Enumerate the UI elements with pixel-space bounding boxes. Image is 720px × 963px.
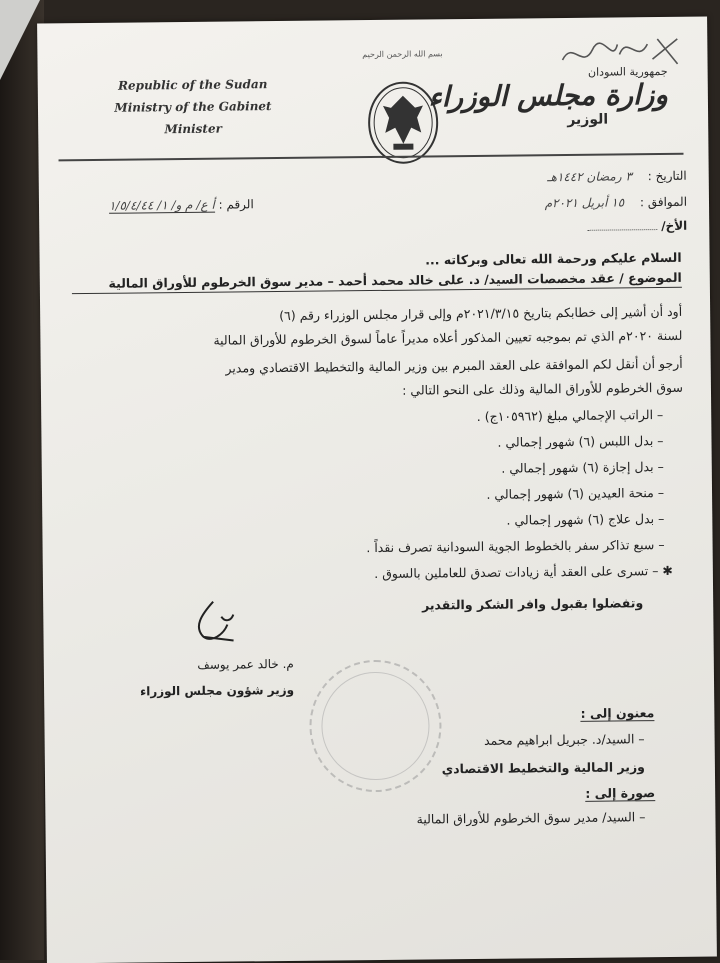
list-item: – بدل إجازة (٦) شهور إجمالي . — [501, 458, 664, 476]
attention-label: معنون إلى : — [580, 705, 655, 721]
addressee-label: الأخ/ — [661, 218, 688, 234]
paragraph-2-line-1: أرجو أن أنقل لكم الموافقة على العقد المبرم بين وزير المالية والتخطيط الاقتصادي ومدير — [225, 355, 683, 376]
reference-number: أ ع/ م و/ ١/ ١/٥/٤/٤٤ — [108, 197, 215, 213]
arabic-republic: جمهورية السودان — [587, 64, 668, 79]
arabic-minister: الوزير — [567, 111, 609, 128]
english-republic: Republic of the Sudan — [117, 77, 268, 93]
list-item: ✱ – تسرى على العقد أية زيادات تصدق للعاملين بالسوق . — [374, 562, 673, 582]
equiv-label: الموافق : — [639, 194, 688, 210]
english-letterhead — [108, 73, 279, 141]
letter-page — [37, 17, 717, 963]
list-item: – بدل علاج (٦) شهور إجمالي . — [506, 510, 665, 528]
list-item: – منحة العيدين (٦) شهور إجمالي . — [486, 484, 665, 502]
list-item: – بدل اللبس (٦) شهور إجمالي . — [497, 432, 664, 450]
paragraph-1-line-2: لسنة ٢٠٢٠م الذي تم بموجبه تعيين المذكور أعلاه مديراً عاماً لسوق الخرطوم للأوراق المالية — [213, 327, 683, 348]
emblem-caption: بسم الله الرحمن الرحيم — [362, 49, 443, 60]
faint-official-stamp — [309, 659, 442, 792]
paragraph-2-line-2: سوق الخرطوم للأوراق المالية وذلك على النحو التالي : — [402, 379, 684, 398]
addressee-row — [587, 219, 687, 234]
signatory-name: م. خالد عمر يوسف — [197, 656, 294, 672]
date-label: التاريخ : — [647, 168, 687, 184]
attention-title: وزير المالية والتخطيط الاقتصادي — [441, 759, 645, 777]
closing-line: وتفضلوا بقبول وافر الشكر والتقدير — [421, 595, 644, 613]
reference-row — [109, 197, 254, 213]
reference-label: الرقم : — [218, 197, 254, 212]
handwritten-signature — [183, 596, 244, 652]
equiv-row — [545, 195, 687, 210]
english-minister: Minister — [164, 121, 222, 137]
subject-line: الموضوع / عقد مخصصات السيد/ د. على خالد محمد أحمد – مدير سوق الخرطوم للأوراق المالية — [72, 269, 682, 294]
arabic-ministry: وزارة مجلس الوزراء — [428, 77, 669, 114]
date-row — [547, 169, 687, 184]
copy-name: – السيد/ مدير سوق الخرطوم للأوراق المالية — [416, 809, 646, 827]
greeting: السلام عليكم ورحمة الله تعالى وبركاته ... — [425, 249, 682, 268]
arabic-letterhead — [428, 65, 668, 130]
copy-label: صورة إلى : — [585, 785, 656, 801]
date-gregorian: ١٥ أبريل ٢٠٢١م — [544, 195, 625, 211]
list-item: – الراتب الإجمالي مبلغ (١٠٥٩٦٢ج) . — [476, 406, 664, 424]
date-hijri: ٣ رمضان ١٤٤٢هـ — [547, 169, 632, 185]
list-item: – سبع تذاكر سفر بالخطوط الجوية السودانية تصرف نقداً . — [366, 536, 665, 556]
english-ministry: Ministry of the Gabinet — [114, 99, 272, 115]
signatory-title: وزير شؤون مجلس الوزراء — [139, 682, 295, 699]
attention-name: – السيد/د. جبريل ابراهيم محمد — [483, 731, 645, 748]
paragraph-1-line-1: أود أن أشير إلى خطابكم بتاريخ ٢٠٢١/٣/١٥م وإلى قرار مجلس الوزراء رقم (٦) — [279, 303, 683, 324]
